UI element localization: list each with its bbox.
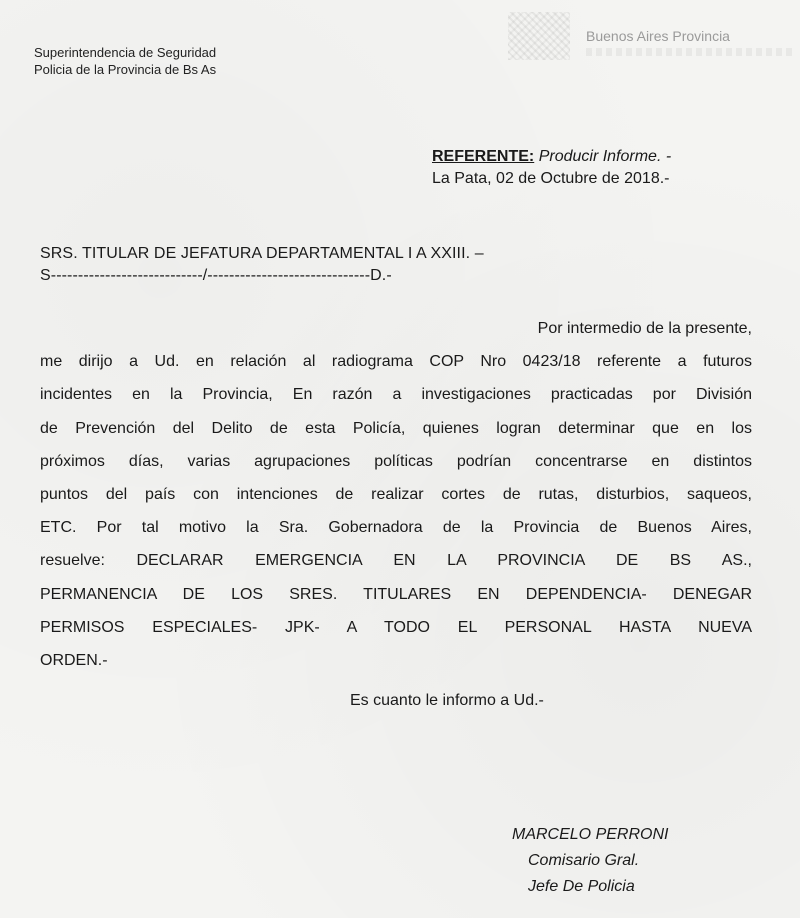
logo-text: Buenos Aires Provincia (586, 28, 730, 44)
addressee-block (40, 243, 484, 287)
government-logo (508, 12, 800, 62)
referente-value: Producir Informe. - (538, 148, 672, 165)
signatory-role: Jefe De Policia (528, 878, 635, 895)
body-line: resuelve: DECLARAR EMERGENCIA EN LA PROVINCIA DE BS AS., (40, 552, 752, 570)
body-line: puntos del país con intenciones de realizar cortes de rutas, disturbios, saqueos, (40, 486, 752, 504)
closing-line: Es cuanto le informo a Ud.- (350, 692, 544, 709)
body-line: ETC. Por tal motivo la Sra. Gobernadora de la Provincia de Buenos Aires, (40, 519, 752, 537)
body-line: ORDEN.- (40, 652, 108, 670)
signature-block (512, 822, 668, 900)
addressee-dashes: S----------------------------/------------------------------D.- (40, 267, 392, 284)
document-date: La Pata, 02 de Octubre de 2018.- (432, 170, 670, 187)
letter-body (40, 312, 752, 677)
signatory-title: Comisario Gral. (528, 852, 640, 869)
body-line: Por intermedio de la presente, (537, 320, 752, 337)
letterhead-line-1: Superintendencia de Seguridad (34, 45, 217, 60)
logo-emblem-icon (508, 12, 570, 60)
body-line: me dirijo a Ud. en relación al radiograma COP Nro 0423/18 referente a futuros (40, 353, 752, 371)
letterhead-line-2: Policia de la Provincia de Bs As (34, 62, 217, 77)
referente-label: REFERENTE: (432, 148, 535, 165)
logo-subtext-faded (586, 48, 796, 56)
body-line: PERMISOS ESPECIALES- JPK- A TODO EL PERSONAL HASTA NUEVA (40, 618, 752, 636)
body-line: PERMANENCIA DE LOS SRES. TITULARES EN DEPENDENCIA- DENEGAR (40, 585, 752, 603)
addressee-line: SRS. TITULAR DE JEFATURA DEPARTAMENTAL I A XXIII. – (40, 245, 484, 262)
signatory-name: MARCELO PERRONI (512, 826, 669, 843)
body-line: de Prevención del Delito de esta Policía, quienes logran determinar que en los (40, 419, 752, 437)
referente-block (432, 146, 671, 190)
body-line: incidentes en la Provincia, En razón a investigaciones practicadas por División (40, 386, 752, 404)
letterhead (34, 44, 216, 78)
body-line: próximos días, varias agrupaciones políticas podrían concentrarse en distintos (40, 452, 752, 470)
